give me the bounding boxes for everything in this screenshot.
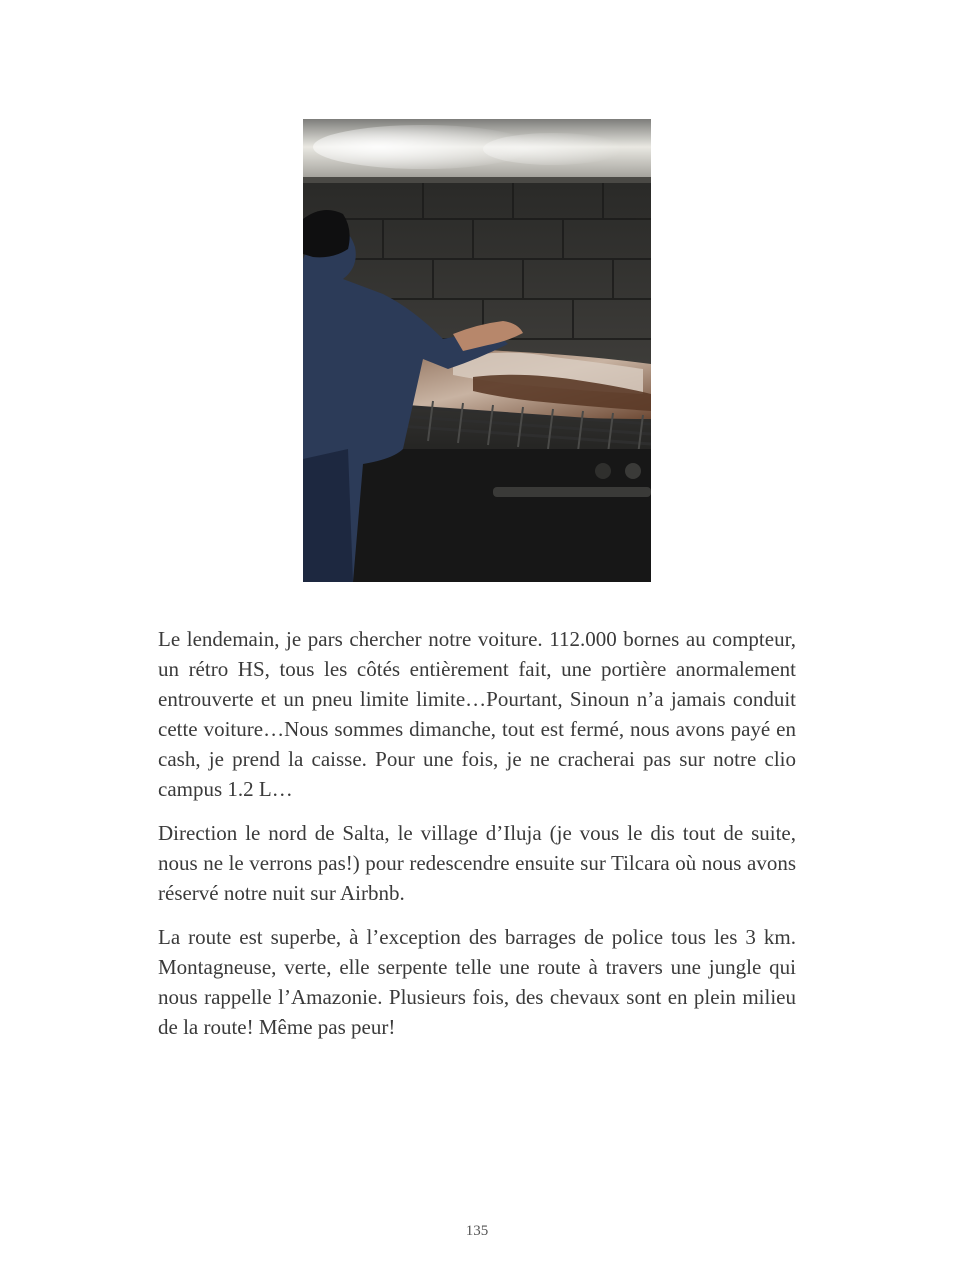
paragraph-1: Le lendemain, je pars chercher notre voiture. 112.000 bornes au compteur, un rétro HS, tous les côtés entièrement fait, une portière anormalement entrouverte et un pneu limite limite…Pourtant, Sinoun n’a jamais conduit cette voiture…Nous sommes dimanche, tout est fermé, nous avons payé en cash, je prend la caisse. Pour une fois, je ne cracherai pas sur notre clio campus 1.2 L… (158, 627, 796, 801)
grill-photo-image (303, 119, 651, 582)
paragraph-2: Direction le nord de Salta, le village d’Iluja (je vous le dis tout de suite, nous ne le verrons pas!) pour redescendre ensuite sur Tilcara où nous avons réservé notre nuit sur Airbnb. (158, 821, 796, 905)
grill-photo (303, 119, 651, 582)
page-number: 135 (465, 1223, 489, 1239)
paragraph-3: La route est superbe, à l’exception des barrages de police tous les 3 km. Montagneuse, verte, elle serpente telle une route à travers une jungle qui nous rappelle l’Amazonie. Plusieurs fois, des chevaux sont en plein milieu de la route! Même pas peur! (158, 925, 796, 1039)
body-text (158, 624, 796, 1056)
